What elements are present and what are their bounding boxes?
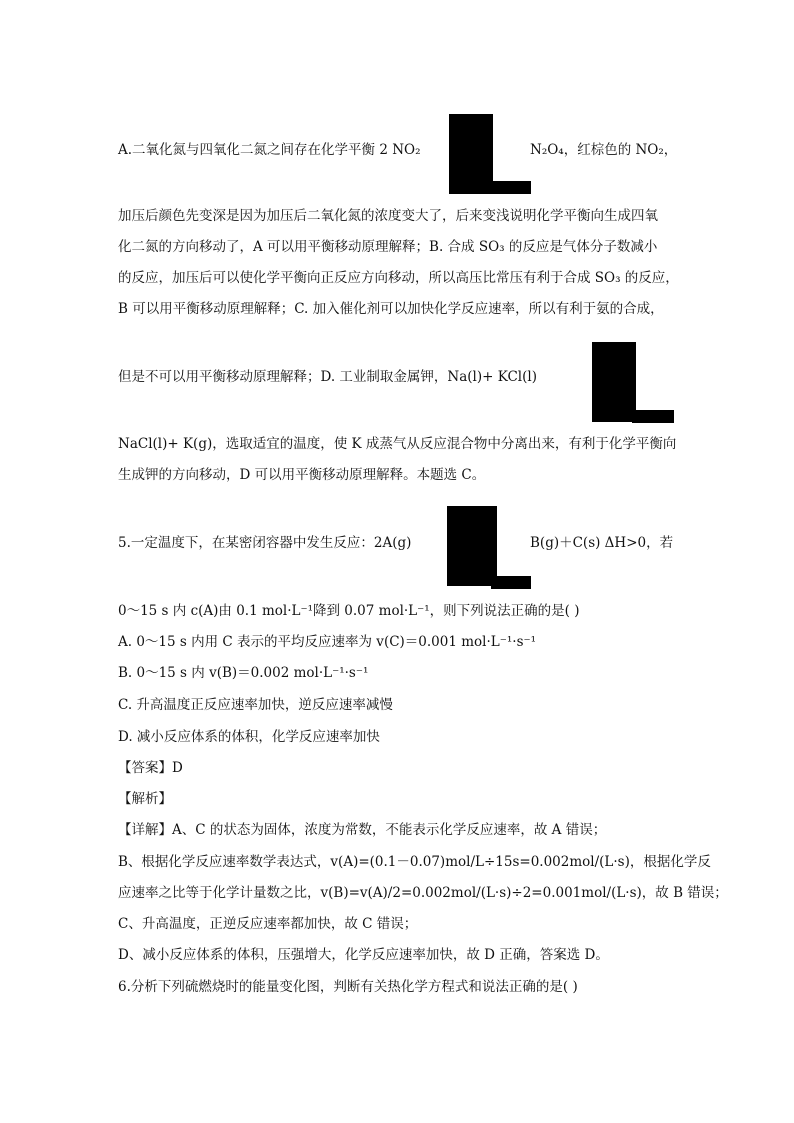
option-c: C. 升高温度正反应速率加快，逆反应速率减慢 xyxy=(118,697,393,713)
analysis-line: 【详解】A、C 的状态为固体，浓度为常数，不能表示化学反应速率，故 A 错误； xyxy=(118,822,607,838)
analysis-line: B、根据化学反应速率数学表达式，v(A)=(0.1－0.07)mol/L÷15s=0.002mol/(L·s)，根据化学反 xyxy=(118,854,711,870)
paragraph-line: NaCl(l)+ K(g)，选取适宜的温度，使 K 成蒸气从反应混合物中分离出来，有利于化学平衡向 xyxy=(118,436,677,452)
paragraph-line: 加压后颜色先变深是因为加压后二氧化氮的浓度变大了，后来变浅说明化学平衡向生成四氧 xyxy=(118,208,658,224)
question-stem: 0～15 s 内 c(A)由 0.1 mol·L⁻¹降到 0.07 mol·L⁻¹，则下列说法正确的是( ) xyxy=(118,603,580,619)
equilibrium-arrow-image-tail xyxy=(491,576,531,589)
option-d: D. 减小反应体系的体积，化学反应速率加快 xyxy=(118,729,380,745)
paragraph-line-continuation: N₂O₄，红棕色的 NO₂， xyxy=(530,142,678,158)
analysis-line: C、升高温度，正逆反应速率都加快，故 C 错误； xyxy=(118,916,418,932)
question-stem: 5.一定温度下，在某密闭容器中发生反应：2A(g) xyxy=(118,535,412,551)
paragraph-line: 生成钾的方向移动，D 可以用平衡移动原理解释。本题选 C。 xyxy=(118,467,486,483)
paragraph-line: A.二氧化氮与四氧化二氮之间存在化学平衡 2 NO₂ xyxy=(118,142,421,158)
analysis-title: 【解析】 xyxy=(118,791,172,807)
option-b: B. 0～15 s 内 v(B)＝0.002 mol·L⁻¹·s⁻¹ xyxy=(118,665,369,681)
paragraph-line: B 可以用平衡移动原理解释；C. 加入催化剂可以加快化学反应速率，所以有利于氨的合成， xyxy=(118,301,664,317)
analysis-line: D、减小反应体系的体积，压强增大，化学反应速率加快，故 D 正确，答案选 D。 xyxy=(118,947,609,963)
equilibrium-arrow-image-tail xyxy=(632,410,674,423)
analysis-line: 应速率之比等于化学计量数之比，v(B)=v(A)/2=0.002mol/(L·s)÷2=0.001mol/(L·s)，故 B 错误； xyxy=(118,885,728,901)
option-a: A. 0～15 s 内用 C 表示的平均反应速率为 v(C)＝0.001 mol·L⁻¹·s⁻¹ xyxy=(118,634,537,650)
answer-label: 【答案】D xyxy=(118,760,183,776)
equilibrium-arrow-image xyxy=(447,506,497,586)
equilibrium-arrow-image xyxy=(592,342,636,422)
question-stem-continuation: B(g)＋C(s) ΔH>0，若 xyxy=(530,535,674,551)
equilibrium-arrow-image xyxy=(449,114,493,194)
paragraph-line: 但是不可以用平衡移动原理解释；D. 工业制取金属钾，Na(l)+ KCl(l) xyxy=(118,369,537,385)
paragraph-line: 的反应，加压后可以使化学平衡向正反应方向移动，所以高压比常压有利于合成 SO₃ 的反应， xyxy=(118,270,679,286)
paragraph-line: 化二氮的方向移动了，A 可以用平衡移动原理解释；B. 合成 SO₃ 的反应是气体分子数减小 xyxy=(118,239,658,255)
question-stem: 6.分析下列硫燃烧时的能量变化图，判断有关热化学方程式和说法正确的是( ) xyxy=(118,979,578,995)
equilibrium-arrow-image-tail xyxy=(489,181,531,194)
